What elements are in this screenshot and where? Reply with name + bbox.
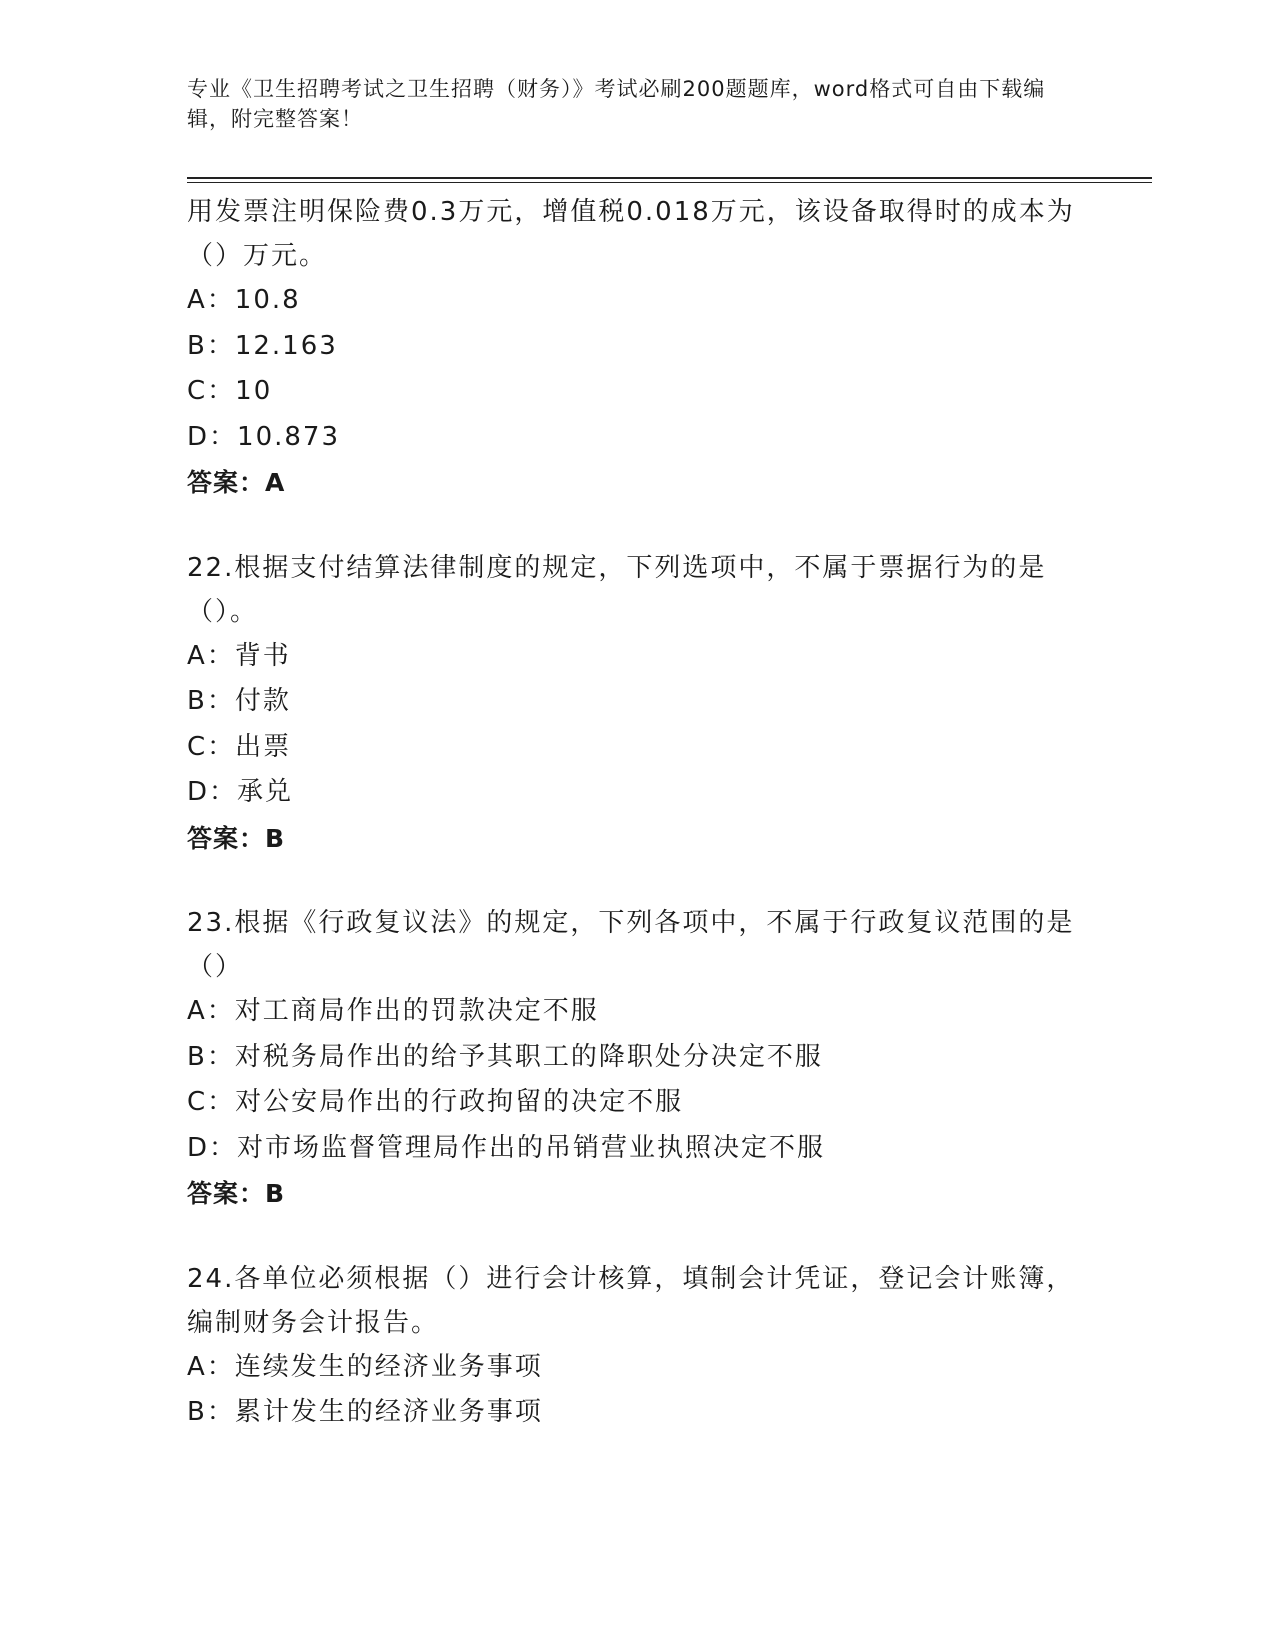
option-d: D：对市场监督管理局作出的吊销营业执照决定不服 xyxy=(187,1132,826,1163)
answer-line: 答案：B xyxy=(187,823,286,853)
question-24 xyxy=(187,1257,1087,1436)
question-stem: 24.各单位必须根据（）进行会计核算，填制会计凭证，登记会计账簿，编制财务会计报告。 xyxy=(187,1263,1075,1338)
option-d: D：承兑 xyxy=(187,777,294,807)
answer-line: 答案：B xyxy=(187,1179,286,1208)
option-c: C：对公安局作出的行政拘留的决定不服 xyxy=(187,1087,684,1117)
question-21-continued xyxy=(187,190,1087,506)
question-list xyxy=(187,190,1087,1436)
question-stem: 用发票注明保险费0.3万元，增值税0.018万元，该设备取得时的成本为（）万元。 xyxy=(187,197,1075,271)
header-divider xyxy=(187,177,1152,179)
question-stem: 22.根据支付结算法律制度的规定，下列选项中，不属于票据行为的是（）。 xyxy=(187,552,1047,627)
document-header: 专业《卫生招聘考试之卫生招聘（财务）》考试必刷200题题库，word格式可自由下载编辑，附完整答案！ xyxy=(187,77,1046,131)
option-b: B：累计发生的经济业务事项 xyxy=(187,1397,543,1427)
option-a: A：背书 xyxy=(187,640,291,671)
option-b: B：付款 xyxy=(187,686,291,716)
option-b: B：12.163 xyxy=(187,330,338,361)
option-b: B：对税务局作出的给予其职工的降职处分决定不服 xyxy=(187,1041,823,1072)
option-c: C：10 xyxy=(187,376,273,406)
option-a: A：连续发生的经济业务事项 xyxy=(187,1351,543,1382)
question-stem: 23.根据《行政复议法》的规定，下列各项中，不属于行政复议范围的是（） xyxy=(187,908,1075,982)
option-d: D：10.873 xyxy=(187,421,340,452)
option-c: C：出票 xyxy=(187,731,292,762)
option-a: A：对工商局作出的罚款决定不服 xyxy=(187,996,599,1026)
option-a: A：10.8 xyxy=(187,285,301,315)
header-divider-thin xyxy=(187,182,1152,183)
answer-line: 答案：A xyxy=(187,468,286,497)
question-23 xyxy=(187,901,1087,1217)
question-22 xyxy=(187,546,1087,862)
